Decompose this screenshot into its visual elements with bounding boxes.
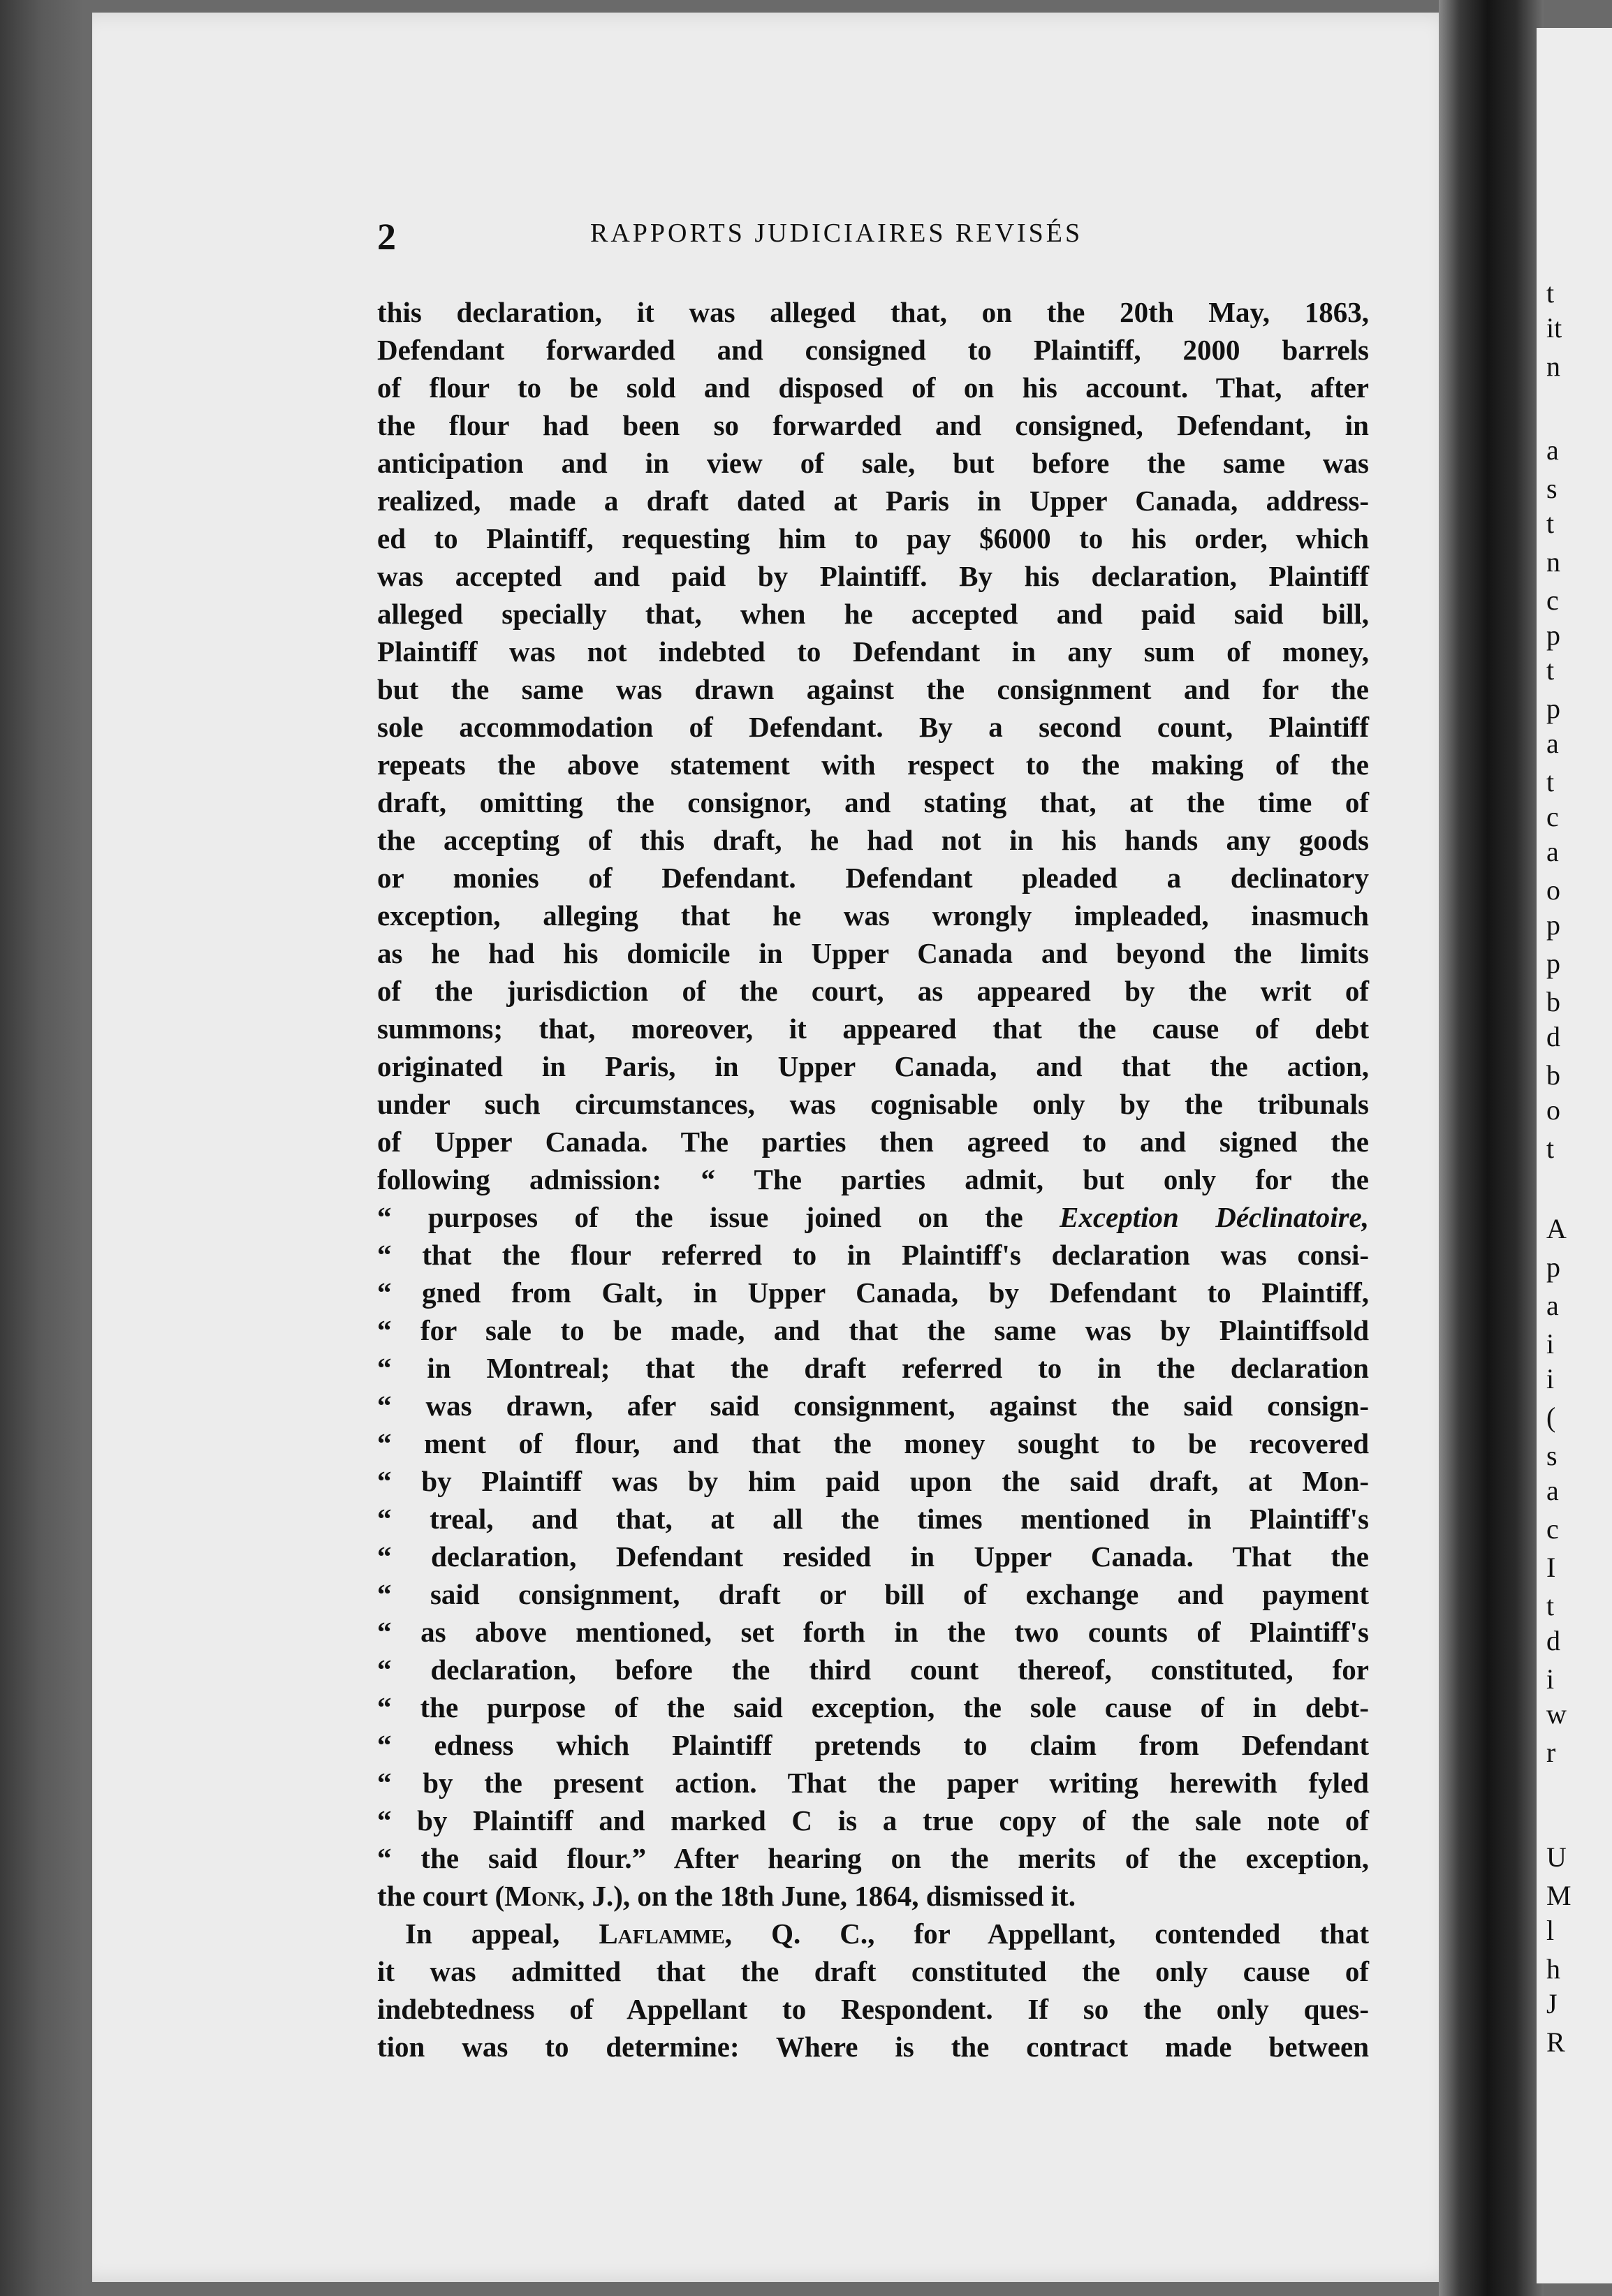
facing-page-fragment: ( — [1546, 1401, 1556, 1433]
facing-page-fragment: t — [1546, 1133, 1555, 1164]
facing-page-fragment: s — [1546, 473, 1558, 504]
facing-page-fragment: r — [1546, 1737, 1556, 1768]
text-line: summons; that, moreover, it appeared that the cause of debt — [377, 1013, 1369, 1045]
text-line: ed to Plaintiff, requesting him to pay $6000 to his order, which — [377, 522, 1369, 554]
text-line: this declaration, it was alleged that, on the 20th May, 1863, — [377, 296, 1369, 328]
text-line: of flour to be sold and disposed of on his account. That, after — [377, 371, 1369, 404]
facing-page-fragment: s — [1546, 1440, 1558, 1471]
text-line: but the same was drawn against the consignment and for the — [377, 673, 1369, 705]
text-line: of the jurisdiction of the court, as appeared by the writ of — [377, 975, 1369, 1007]
facing-page-fragment: t — [1546, 277, 1555, 309]
text-line: of Upper Canada. The parties then agreed to and signed the — [377, 1126, 1369, 1158]
text-line: sole accommodation of Defendant. By a second count, Plaintiff — [377, 711, 1369, 743]
text-line: the flour had been so forwarded and consigned, Defendant, in — [377, 409, 1369, 441]
text-line: “ the said flour.” After hearing on the merits of the exception, — [377, 1842, 1369, 1874]
text-line: “ declaration, Defendant resided in Upper Canada. That the — [377, 1540, 1369, 1573]
facing-page-fragment: a — [1546, 434, 1559, 466]
text-line: realized, made a draft dated at Paris in Upper Canada, address- — [377, 485, 1369, 517]
facing-page-fragment: o — [1546, 1094, 1560, 1126]
facing-page-fragment: h — [1546, 1953, 1560, 1985]
facing-page-fragment: d — [1546, 1625, 1560, 1656]
facing-page-edge — [1537, 28, 1612, 2283]
text-line: the court (Monk, J.), on the 18th June, 1864, dismissed it. — [377, 1880, 1076, 1912]
text-line: alleged specially that, when he accepted and paid said bill, — [377, 598, 1369, 630]
text-line: the accepting of this draft, he had not in his hands any goods — [377, 824, 1369, 856]
facing-page-fragment: J — [1546, 1988, 1558, 2019]
page-number: 2 — [377, 216, 396, 258]
facing-page-fragment: c — [1546, 1513, 1559, 1545]
facing-page-fragment: t — [1546, 508, 1555, 539]
text-line: under such circumstances, was cognisable only by the tribunals — [377, 1088, 1369, 1120]
facing-page-fragment: a — [1546, 728, 1559, 759]
facing-page-fragment: i — [1546, 1328, 1555, 1360]
text-line: it was admitted that the draft constituted the only cause of — [377, 1955, 1369, 1987]
facing-page-fragment: o — [1546, 874, 1560, 906]
text-line: “ by Plaintiff was by him paid upon the said draft, at Mon- — [377, 1465, 1369, 1497]
text-line: draft, omitting the consignor, and stating that, at the time of — [377, 786, 1369, 818]
facing-page-fragment: U — [1546, 1841, 1567, 1873]
text-line: Defendant forwarded and consigned to Plaintiff, 2000 barrels — [377, 334, 1369, 366]
text-line: “ ment of flour, and that the money sought to be recovered — [377, 1427, 1369, 1459]
facing-page-fragment: l — [1546, 1915, 1555, 1946]
facing-page-fragment: t — [1546, 1590, 1555, 1621]
text-line: “ by the present action. That the paper writing herewith fyled — [377, 1767, 1369, 1799]
text-line: tion was to determine: Where is the contract made between — [377, 2031, 1369, 2063]
facing-page-fragment: I — [1546, 1552, 1556, 1583]
text-line: “ purposes of the issue joined on the Exception Déclinatoire, — [377, 1201, 1369, 1233]
facing-page-fragment: b — [1546, 1059, 1560, 1091]
text-line: “ edness which Plaintiff pretends to claim from Defendant — [377, 1729, 1369, 1761]
facing-page-fragment: R — [1546, 2026, 1565, 2058]
facing-page-fragment: t — [1546, 654, 1555, 686]
text-line: “ was drawn, afer said consignment, against the said consign- — [377, 1390, 1369, 1422]
text-line: anticipation and in view of sale, but before the same was — [377, 447, 1369, 479]
running-head: RAPPORTS JUDICIAIRES REVISÉS — [590, 219, 1083, 248]
italic-exception: Exception Déclinatoire, — [1060, 1201, 1369, 1233]
text-line: Plaintiff was not indebted to Defendant in any sum of money, — [377, 635, 1369, 668]
facing-page-fragment: p — [1546, 1251, 1560, 1283]
text-line: repeats the above statement with respect to the making of the — [377, 749, 1369, 781]
text-line: “ that the flour referred to in Plaintiff's declaration was consi- — [377, 1239, 1369, 1271]
body-text — [377, 293, 1369, 2066]
text-line: or monies of Defendant. Defendant pleaded a declinatory — [377, 862, 1369, 894]
facing-page-fragment: i — [1546, 1363, 1555, 1394]
text-line: In appeal, Laflamme, Q. C., for Appellant, contended that — [405, 1918, 1370, 1950]
facing-page-fragment: n — [1546, 546, 1560, 577]
text-line: “ in Montreal; that the draft referred to in the declaration — [377, 1352, 1369, 1384]
text-line: was accepted and paid by Plaintiff. By his declaration, Plaintiff — [377, 560, 1369, 592]
text-line: “ gned from Galt, in Upper Canada, by Defendant to Plaintiff, — [377, 1276, 1369, 1309]
text-line: indebtedness of Appellant to Respondent. If so the only ques- — [377, 1993, 1369, 2025]
facing-page-fragment: it — [1546, 312, 1562, 344]
facing-page-fragment: a — [1546, 1475, 1559, 1506]
judge-name: Monk — [504, 1880, 578, 1912]
facing-page-fragment: a — [1546, 836, 1559, 867]
facing-page-fragment: i — [1546, 1663, 1555, 1695]
facing-page-fragment: p — [1546, 948, 1560, 979]
text-line: “ the purpose of the said exception, the sole cause of in debt- — [377, 1691, 1369, 1723]
facing-page-fragment: b — [1546, 986, 1560, 1017]
facing-page-fragment: M — [1546, 1880, 1571, 1911]
text-line: originated in Paris, in Upper Canada, and that the action, — [377, 1050, 1369, 1082]
facing-page-fragment: p — [1546, 619, 1560, 651]
text-line: “ treal, and that, at all the times mentioned in Plaintiff's — [377, 1503, 1369, 1535]
facing-page-fragment: c — [1546, 584, 1559, 616]
text-line: “ said consignment, draft or bill of exchange and payment — [377, 1578, 1369, 1610]
facing-page-fragment: t — [1546, 766, 1555, 797]
facing-page-fragment: p — [1546, 693, 1560, 724]
facing-page-fragment: d — [1546, 1021, 1560, 1052]
facing-page-fragment: A — [1546, 1213, 1567, 1244]
text-line: “ as above mentioned, set forth in the two counts of Plaintiff's — [377, 1616, 1369, 1648]
text-line: following admission: “ The parties admit, but only for the — [377, 1163, 1369, 1195]
text-line: “ by Plaintiff and marked C is a true copy of the sale note of — [377, 1804, 1369, 1837]
text-line: “ declaration, before the third count thereof, constituted, for — [377, 1654, 1369, 1686]
text-line: as he had his domicile in Upper Canada and beyond the limits — [377, 937, 1369, 969]
text-line: “ for sale to be made, and that the same was by Plaintiffsold — [377, 1314, 1369, 1346]
facing-page-fragment: c — [1546, 801, 1559, 832]
facing-page-fragment: w — [1546, 1698, 1567, 1730]
facing-page-fragment: a — [1546, 1290, 1559, 1321]
facing-page-fragment: n — [1546, 351, 1560, 382]
book-spine — [1439, 0, 1544, 2296]
facing-page-fragment: p — [1546, 909, 1560, 941]
counsel-name: Laflamme — [599, 1918, 725, 1950]
text-line: exception, alleging that he was wrongly impleaded, inasmuch — [377, 899, 1369, 932]
